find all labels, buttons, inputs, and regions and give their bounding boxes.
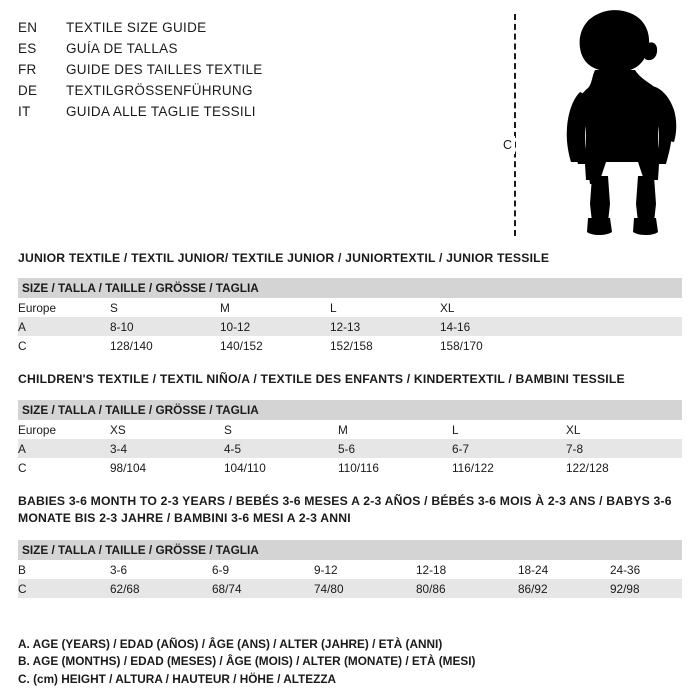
language-title: TEXTILE SIZE GUIDE [66,20,207,35]
cell: 3-4 [110,439,224,458]
cell: 110/116 [338,458,452,477]
children-size-table [18,400,682,477]
height-figure-area [500,8,690,238]
baby-silhouette-icon [540,8,680,240]
cell: 5-6 [338,439,452,458]
section-title-children: CHILDREN'S TEXTILE / TEXTIL NIÑO/A / TEXTILE DES ENFANTS / KINDERTEXTIL / BAMBINI TESSILE [18,372,625,386]
language-title-block [18,20,498,125]
cell: M [338,420,452,439]
section-title-babies: BABIES 3-6 MONTH TO 2-3 YEARS / BEBÉS 3-6 MESES A 2-3 AÑOS / BÉBÉS 3-6 MOIS À 2-3 ANS / BABYS 3-6 MONATE BIS 2-3 JAHRE / BAMBINI 3-6 MESI A 2-3 ANNI [18,494,672,525]
row-label: Europe [18,420,110,439]
legend-line-a: A. AGE (YEARS) / EDAD (AÑOS) / ÂGE (ANS) / ALTER (JAHRE) / ETÀ (ANNI) [18,636,443,651]
language-code: IT [18,104,31,119]
cell: 104/110 [224,458,338,477]
table-row [18,560,682,579]
language-row [18,20,498,41]
cell: L [330,298,440,317]
table-header-label: SIZE / TALLA / TAILLE / GRÖSSE / TAGLIA [18,278,682,298]
row-label: A [18,439,110,458]
language-row [18,62,498,83]
table-row [18,336,682,355]
cell: 152/158 [330,336,440,355]
table-row [18,317,682,336]
language-title: GUIDE DES TAILLES TEXTILE [66,62,263,77]
cell: 4-5 [224,439,338,458]
cell: 6-7 [452,439,566,458]
junior-size-table [18,278,682,355]
cell: 14-16 [440,317,682,336]
cell: S [224,420,338,439]
row-label: A [18,317,110,336]
legend-block [18,636,475,689]
language-title: GUIDA ALLE TAGLIE TESSILI [66,104,256,119]
height-dashed-line [514,14,516,236]
language-row [18,83,498,104]
table-header-row [18,278,682,298]
row-label: C [18,336,110,355]
cell: 122/128 [566,458,682,477]
table-header-row [18,400,682,420]
cell: 80/86 [416,579,518,598]
legend-line-c: C. (cm) HEIGHT / ALTURA / HAUTEUR / HÖHE / ALTEZZA [18,671,337,686]
cell: 3-6 [110,560,212,579]
cell: 6-9 [212,560,314,579]
section-title-junior: JUNIOR TEXTILE / TEXTIL JUNIOR/ TEXTILE JUNIOR / JUNIORTEXTIL / JUNIOR TESSILE [18,251,550,265]
row-label: B [18,560,110,579]
cell: 10-12 [220,317,330,336]
babies-size-table [18,540,682,598]
language-row [18,104,498,125]
table-row [18,298,682,317]
table-row [18,579,682,598]
cell: 7-8 [566,439,682,458]
cell: 18-24 [518,560,610,579]
cell: 128/140 [110,336,220,355]
language-row [18,41,498,62]
language-code: DE [18,83,38,98]
cell: 158/170 [440,336,682,355]
table-row [18,420,682,439]
cell: 98/104 [110,458,224,477]
cell: 24-36 [610,560,682,579]
cell: 92/98 [610,579,682,598]
row-label: C [18,458,110,477]
language-title: GUÍA DE TALLAS [66,41,178,56]
cell: 9-12 [314,560,416,579]
cell: 116/122 [452,458,566,477]
height-measure-label: C [500,136,515,154]
cell: XL [440,298,682,317]
table-row [18,439,682,458]
legend-line-b: B. AGE (MONTHS) / EDAD (MESES) / ÂGE (MOIS) / ALTER (MONATE) / ETÀ (MESI) [18,654,476,668]
language-code: ES [18,41,37,56]
cell: 68/74 [212,579,314,598]
cell: S [110,298,220,317]
table-header-row [18,540,682,560]
table-row [18,458,682,477]
row-label: C [18,579,110,598]
cell: XS [110,420,224,439]
table-header-label: SIZE / TALLA / TAILLE / GRÖSSE / TAGLIA [18,400,682,420]
table-header-label: SIZE / TALLA / TAILLE / GRÖSSE / TAGLIA [18,540,682,560]
cell: M [220,298,330,317]
cell: 62/68 [110,579,212,598]
cell: 86/92 [518,579,610,598]
language-title: TEXTILGRÖSSENFÜHRUNG [66,83,253,98]
cell: 140/152 [220,336,330,355]
cell: L [452,420,566,439]
language-code: EN [18,20,38,35]
cell: 74/80 [314,579,416,598]
cell: 12-18 [416,560,518,579]
language-code: FR [18,62,37,77]
cell: 12-13 [330,317,440,336]
cell: XL [566,420,682,439]
cell: 8-10 [110,317,220,336]
row-label: Europe [18,298,110,317]
